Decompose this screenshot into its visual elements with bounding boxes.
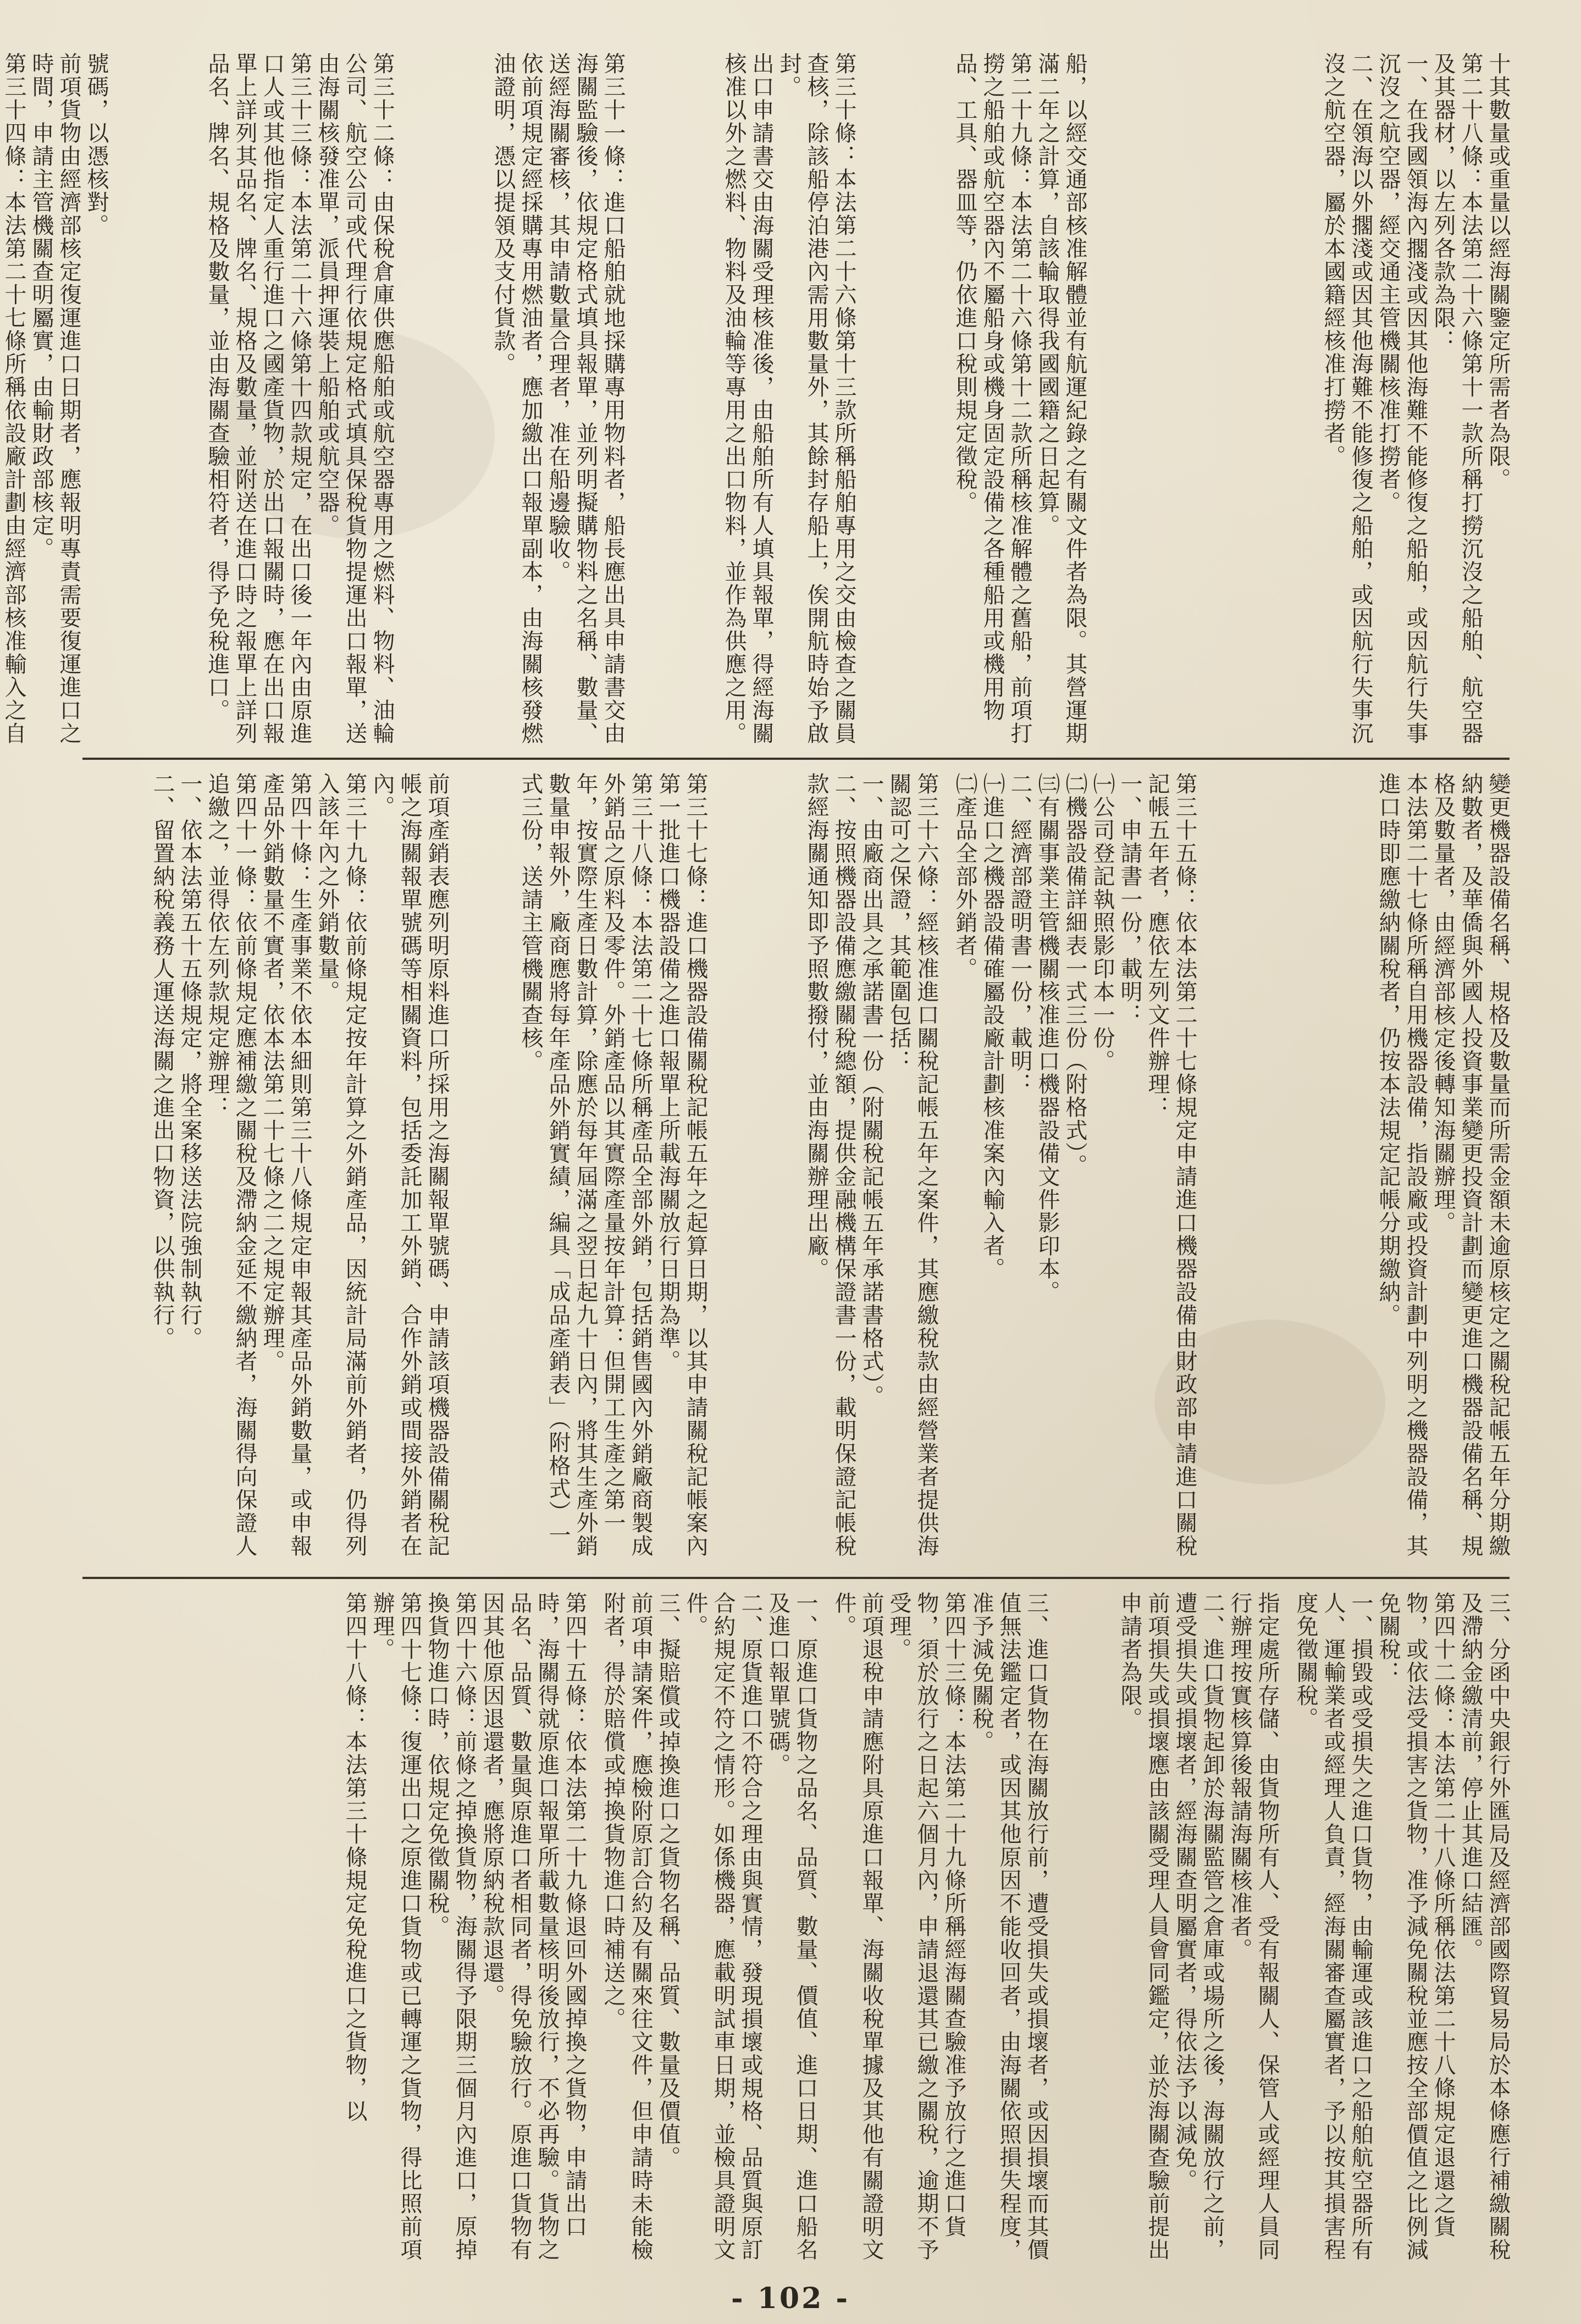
text-column: 三、進口貨物在海關放行前，遭受損失或損壞者，或因損壞而其價值無法鑑定者，或因其他原因不能收回者，由海關依照損失程度，准予減免關稅。 第四十三條：本法第二十九條所稱經海關查驗准予放行之進口貨物，須於放行之日起六個月內，申請退還其已繳之關稅，逾期不予受理。 前項退稅申請應附具原進口報單、海關收稅單據及其他有關證明文件。 xyxy=(831,1592,1049,2261)
section-divider xyxy=(82,758,1510,760)
text-column: 號碼，以憑核對。 前項貨物由經濟部核定復運進口日期者，應報明專責需要復運進口之時間，申請主管機關查明屬實，由輸財政部核定。 第三十四條：本法第二十七條所稱依設廠計劃由經濟部核准輸入之自 xyxy=(1,52,109,745)
text-tier-middle xyxy=(77,772,1515,1564)
text-column: 第三十七條：進口機器設備關稅記帳五年之起算日期，以其申請關稅記帳案內第一批進口機器設備之進口報單上所載海關放行日期為準。 第三十八條：本法第二十七條所稱產品全部外銷，包括銷售國內外銷廠商製成外銷品之原料及零件。外銷產品以其實際產量按年計算：但開工生產之第一年，按實際生產日數計算，除應於每年屆滿之翌日起九十日內，將其生產外銷數量申報外，廠商應將每年產品外銷實績，編具「成品產銷表」（附格式）一式三份，送請主管機關查核。 xyxy=(518,772,708,1558)
text-tier-top xyxy=(1,52,1515,748)
text-column: 第三十五條：依本法第二十七條規定申請進口機器設備由財政部申請進口關稅記帳五年者，應依左列文件辦理： 一、申請書一份，載明： ㈠公司登記執照影印本一份。 ㈡機器設備詳細表一式三份（附格式）。 ㈢有關事業主管機關核准進口機器設備文件影印本。 二、經濟部證明書一份，載明： ㈠進口之機器設備確屬設廠計劃核准案內輸入者。 ㈡產品全部外銷者。 xyxy=(952,772,1197,1558)
section-divider xyxy=(82,1577,1510,1579)
text-column: 指定處所存儲、由貨物所有人、受有報關人、保管人或經理人員同行辦理按實核算後報請海關核准者。 二、進口貨物起卸於海關監管之倉庫或場所之後，海關放行之前，遭受損失或損壞者，經海關查明屬實者，得依法予以減免。 前項損失或損壞應由該關受理人員會同鑑定，並於海關查驗前提出申請者為限。 xyxy=(1117,1592,1280,2261)
text-column: 第三十六條：經核准進口關稅記帳五年之案件，其應繳稅款由經營業者提供海關認可之保證，其範圍包括： 一、由廠商出具之承諾書一份（附關稅記帳五年承諾書格式）。 二、按照機器設備應繳關稅總額，提供金融機構保證書一份，載明保證記帳稅款經海關通知即予照數撥付，並由海關辦理出廠。 xyxy=(804,772,939,1558)
text-column: 變更機器設備名稱、規格及數量而所需金額未逾原核定之關稅記帳五年分期繳納數者，及華僑與外國人投資事業變更投資計劃而變更進口機器設備名稱、規格及數量者，由經濟部核定後轉知海關辦理。 本法第二十七條所稱自用機器設備，指設廠或投資計劃中列明之機器設備，其進口時即應繳納關稅者，仍按本法規定記帳分期繳納。 xyxy=(1375,772,1511,1558)
text-tier-bottom xyxy=(77,1592,1515,2276)
text-column: 船，以經交通部核准解體並有航運紀錄之有關文件者為限。其營運期滿二年之計算，自該輪取得我國國籍之日起算。 第二十九條：本法第二十六條第十二款所稱核准解體之舊船，前項打撈之船舶或航空器內不屬船身或機身固定設備之各種船用或機用物品、工具、器皿等，仍依進口稅則規定徵稅。 xyxy=(952,52,1087,745)
text-column: 一、原進口貨物之品名、品質、數量、價值、進口日期、進口船名及進口報單號碼。 二、原貨進口不符合之理由與實情，發現損壞或規格、品質與原訂合約規定不符之情形。如係機器，應載明試車日期，並檢具證明文件。 三、擬賠償或掉換進口之貨物名稱、品質、數量及價值。 前項申請案件，應檢附原訂合約及有關來往文件，但申請時未能檢附者，得於賠償或掉換貨物進口時補送之。 xyxy=(600,1592,818,2261)
page-number: - 102 - xyxy=(731,2282,850,2315)
text-column: 十其數量或重量以經海關鑒定所需者為限。 第二十八條：本法第二十六條第十一款所稱打撈沉沒之船舶、航空器及其器材，以左列各款為限： 一、在我國領海內擱淺或因其他海難不能修復之船舶，或因航行失事沉沒之航空器，經交通主管機關核准打撈者。 二、在領海以外擱淺或因其他海難不能修復之船舶，或因航行失事沉沒之航空器，屬於本國籍經核准打撈者。 xyxy=(1320,52,1511,745)
text-column: 第四十五條：依本法第二十九條退回外國掉換之貨物，申請出口時，海關得就原進口報單所載數量核明後放行，不必再驗。貨物之品名、品質、數量與原進口者相同者，得免驗放行。原進口貨物有因其他原因退還者，應將原納稅款退還。 第四十六條：前條之掉換貨物，海關得予限期三個月內進口，原掉換貨物進口時，依規定免徵關稅。 第四十七條：復運出口之原進口貨物或已轉運之貨物，得比照前項辦理。 第四十八條：本法第三十條規定免稅進口之貨物，以 xyxy=(342,1592,587,2261)
text-column: 第三十一條：進口船舶就地採購專用物料者，船長應出具申請書交由海關監驗後，依規定格式填具報單，並列明擬購物料之名稱、數量、送經海關審核，其申請數量合理者，准在船邊驗收。 依前項規定經採購專用燃油者，應加繳出口報單副本，由海關核發燃油證明，憑以提領及支付貨款。 xyxy=(490,52,626,745)
text-column: 第三十條：本法第二十六條第十三款所稱船舶專用之交由檢查之關員查核，除該船停泊港內需用數量外，其餘封存船上，俟開航時始予啟封。 出口申請書交由海關受理核准後，由船舶所有人填具報單，得經海關核准以外之燃料、物料及油輪等專用之出口物料，並作為供應之用。 xyxy=(721,52,856,745)
text-column: 第三十二條：由保稅倉庫供應船舶或航空器專用之燃料、物料、油輪公司、航空公司或代理行依規定格式填具保稅貨物提運出口報單，送由海關核發准單，派員押運裝上船舶或航空器。 第三十三條：本法第二十六條第十四款規定，在出口後一年內由原進口人或其他指定人重行進口之國產貨物，於出口報關時，應在出口報單上詳列其品名、牌名、規格及數量，並附送在進口時之報單上詳列品名、牌名、規格及數量，並由海關查驗相符者，得予免稅進口。 xyxy=(204,52,395,745)
text-column: 前項產銷表應列明原料進口所採用之海關報單號碼、申請該項機器設備關稅記帳之海關報單號碼等相關資料，包括委託加工外銷、合作外銷或間接外銷者在內。 第三十九條：依前條規定按年計算之外銷產品，因統計局滿前外銷者，仍得列入該年內之外銷數量。 第四十條：生產事業不依本細則第三十八條規定申報其產品外銷數量，或申報產品外銷數量不實者，依本法第二十七條之二之規定辦理。 第四十一條：依前條規定應補繳之關稅及滯納金延不繳納者，海關得向保證人追繳之，並得依左列款規定辦理： 一、依本法第五十五條規定，將全案移送法院強制執行。 二、留置納稅義務人運送海關之進出口物資，以供執行。 xyxy=(150,772,450,1558)
text-column: 三、分函中央銀行外匯局及經濟部國際貿易局於本條應行補繳關稅及滯納金繳清前，停止其進口結匯。 第四十二條：本法第二十八條所稱依法第二十八條規定退還之貨物，或依法受損害之貨物，准予減免關稅並應按全部價值之比例減免關稅： 一、損毀或受損失之進口貨物，由輸運或該進口之船舶航空器所有人、運輸業者或經理人負責，經海關審查屬實者，予以按其損害程度免徵關稅。 xyxy=(1293,1592,1511,2261)
